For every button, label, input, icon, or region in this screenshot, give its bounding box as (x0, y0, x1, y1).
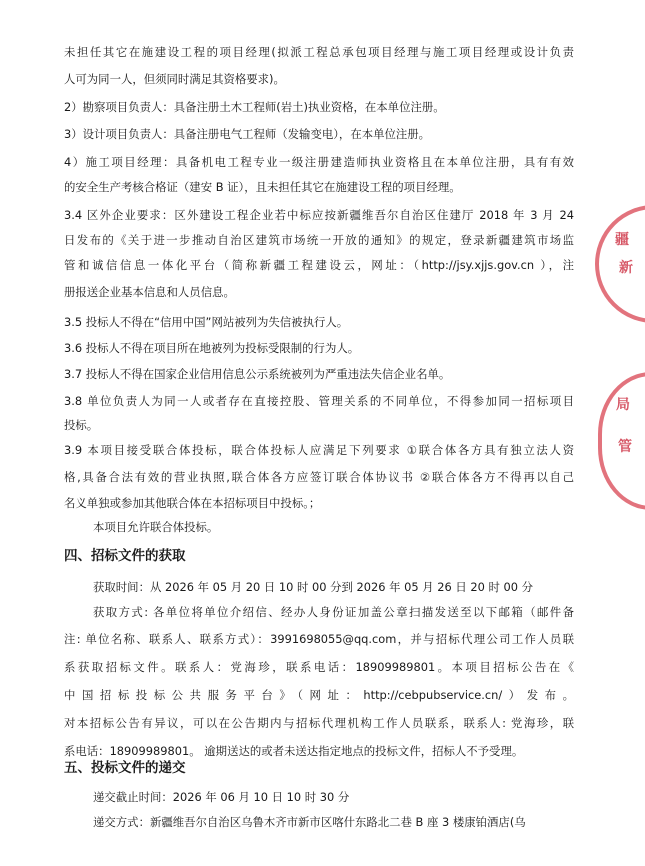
text-line: 3.8 单位负责人为同一人或者存在直接控股、管理关系的不同单位，不得参加同一招标项目 (64, 394, 574, 408)
text-line: 系电话：18909989801。 逾期送达的或者未送达指定地点的投标文件，招标人不予受理。 (64, 744, 524, 758)
text-line: 递交方式：新疆维吾尔自治区乌鲁木齐市新市区喀什东路北二巷 B 座 3 楼康铂酒店(乌 (93, 815, 526, 829)
text-line: 投标。 (64, 418, 99, 432)
text-line: 3.5 投标人不得在“信用中国”网站被列为失信被执行人。 (64, 315, 349, 329)
text-line: 名义单独或参加其他联合体在本招标项目中投标。； (64, 496, 321, 510)
seal-stamp: 疆 新 (595, 205, 645, 323)
text-line: 册报送企业基本信息和人员信息。 (64, 285, 235, 299)
text-line: 未担任其它在施建设工程的项目经理(拟派工程总承包项目经理与施工项目经理或设计负责 (64, 45, 574, 59)
text-line: 获取方式: 各单位将单位介绍信、经办人身份证加盖公章扫描发送至以下邮箱（邮件备 (93, 605, 574, 619)
text-line: 格,具备合法有效的营业执照,联合体各方应签订联合体协议书 ②联合体各方不得再以自己 (64, 470, 574, 484)
text-line: 系获取招标文件。联系人：党海珍，联系电话：18909989801。本项目招标公告在《 (64, 660, 574, 674)
text-line: 3.9 本项目接受联合体投标，联合体投标人应满足下列要求 ①联合体各方具有独立法人资 (64, 443, 574, 457)
text-line: 注: 单位名称、联系人、联系方式）：3991698055@qq.com，并与招标代理公司工作人员联 (64, 632, 574, 646)
text-line: 递交截止时间：2026 年 06 月 10 日 10 时 30 分 (93, 790, 350, 804)
text-line: 对本招标公告有异议，可以在公告期内与招标代理机构工作人员联系，联系人: 党海珍，联 (64, 716, 574, 730)
text-line: 3.4 区外企业要求：区外建设工程企业若中标应按新疆维吾尔自治区住建厅 2018 年 3 月 24 (64, 208, 574, 222)
text-line: 2）勘察项目负责人：具备注册土木工程师(岩土)执业资格，在本单位注册。 (64, 100, 445, 114)
text-line: 的安全生产考核合格证（建安 B 证），且未担任其它在施建设工程的项目经理。 (64, 180, 461, 194)
text-line: 本项目允许联合体投标。 (93, 520, 219, 534)
section-heading: 五、投标文件的递交 (64, 760, 186, 776)
text-line: 3.6 投标人不得在项目所在地被列为投标受限制的行为人。 (64, 341, 360, 355)
text-line: 3.7 投标人不得在国家企业信用信息公示系统被列为严重违法失信企业名单。 (64, 367, 451, 381)
text-line: 获取时间：从 2026 年 05 月 20 日 10 时 00 分到 2026 年 05 月 26 日 20 时 00 分 (93, 580, 533, 594)
text-line: 人可为同一人，但须同时满足其资格要求)。 (64, 72, 285, 86)
seal-stamp: 局 管 (598, 372, 645, 510)
text-line: 管和诚信信息一体化平台（简称新疆工程建设云，网址：（http://jsy.xjjs.gov.cn ），注 (64, 258, 574, 272)
text-line: 4）施工项目经理：具备机电工程专业一级注册建造师执业资格且在本单位注册，具有有效 (64, 155, 574, 169)
section-heading: 四、招标文件的获取 (64, 548, 186, 564)
text-line: 中国招标投标公共服务平台》（网址：http://cebpubservice.cn/）发布。 (64, 688, 574, 702)
text-line: 日发布的《关于进一步推动自治区建筑市场统一开放的通知》的规定，登录新疆建筑市场监 (64, 233, 574, 247)
text-line: 3）设计项目负责人：具备注册电气工程师（发输变电），在本单位注册。 (64, 127, 431, 141)
